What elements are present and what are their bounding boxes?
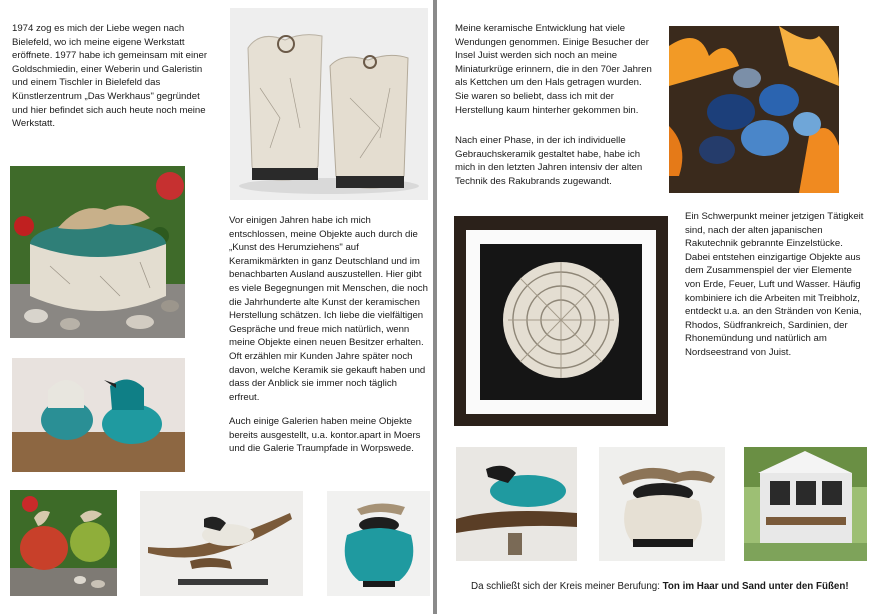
closing-line — [471, 580, 869, 594]
photo-raku-eggs-in-fire — [669, 26, 839, 193]
photo-framed-nautilus — [454, 216, 668, 426]
right-page — [437, 0, 870, 614]
photo-crackle-vases — [230, 8, 428, 200]
photo-bird-on-driftwood — [140, 491, 303, 596]
closing-bold-text: Ton im Haar und Sand unter den Füßen! — [662, 581, 849, 592]
photo-bird-on-branch — [456, 447, 577, 561]
galleries-paragraph: Auch einige Galerien haben meine Objekte bereits ausgestellt, u.a. kontor.apart in Moers und die Galerie Traumpfade in Worpswede. — [229, 416, 421, 455]
closing-plain-text: Da schließt sich der Kreis meiner Berufung: — [471, 581, 663, 592]
photo-market-stall — [744, 447, 867, 561]
phase-paragraph: Nach einer Phase, in der ich individuelle Gebrauchskeramik gestaltet habe, habe ich mich in den letzten Jahren intensiv der alten Technik des Rakubrands zugewandt. — [455, 135, 643, 187]
left-page — [0, 0, 433, 614]
intro-paragraph: 1974 zog es mich der Liebe wegen nach Bielefeld, wo ich meine eigene Werkstatt eröffnete. 1977 habe ich gemeinsam mit einer Goldschmiedin, einer Weberin und Galeristin und einem Tischler in Bielefeld das Künstlerzentrum „Das Werkhaus" gegründet und hier befindet sich auch heute noch meine Werkstatt. — [12, 23, 208, 130]
photo-turquoise-jar — [327, 491, 430, 596]
photo-lidded-pot-driftwood — [10, 166, 185, 338]
development-paragraph: Meine keramische Entwicklung hat viele Wendungen genommen. Einige Besucher der Insel Juist werden sich noch an meine Miniaturkrüge erinnern, die in den 70er Jahren als Kettchen um den Hals getragen wurden. Sie waren so beliebt, dass ich mit der Herstellung kaum hinterher gekommen bin. — [455, 23, 652, 116]
markets-paragraph: Vor einigen Jahren habe ich mich entschlossen, meine Objekte auch durch die „Kunst des Herumziehens" auf Keramikmärkten in ganz Deutschland und im benachbarten Ausland auszustellen. Hier gibt es viele Begegnungen mit Menschen, die noch die Jahrhunderte alte Kunst der keramischen Herstellung schätzen. Ich liebe die vielfältigen Gespräche und freue mich natürlich, wenn meine Objekte einen neuen Besitzer erhalten. Oft erzählen mir Kunden Jahre später noch davon, welche Keramik sie gekauft haben und dass der Anblick sie immer noch täglich erfreut. — [229, 215, 428, 403]
photo-raku-pot-driftwood — [599, 447, 725, 561]
focus-paragraph: Ein Schwerpunkt meiner jetzigen Tätigkeit sind, nach der alten japanischen Rakutechnik gebrannte Einzelstücke. Dabei entstehen einzigartige Objekte aus dem Zusammenspiel der vier Elemente von Erde, Feuer, Luft und Wasser. Häufig kombiniere ich die Arbeiten mit Treibholz, entdeckt u.a. an den Stränden von Kenia, Rhodos, Südfrankreich, Sardinien, der Rhonemündung und natürlich am Nordseestrand von Juist. — [685, 211, 864, 358]
photo-red-green-jars — [10, 490, 117, 596]
photo-turquoise-birds — [12, 358, 185, 472]
